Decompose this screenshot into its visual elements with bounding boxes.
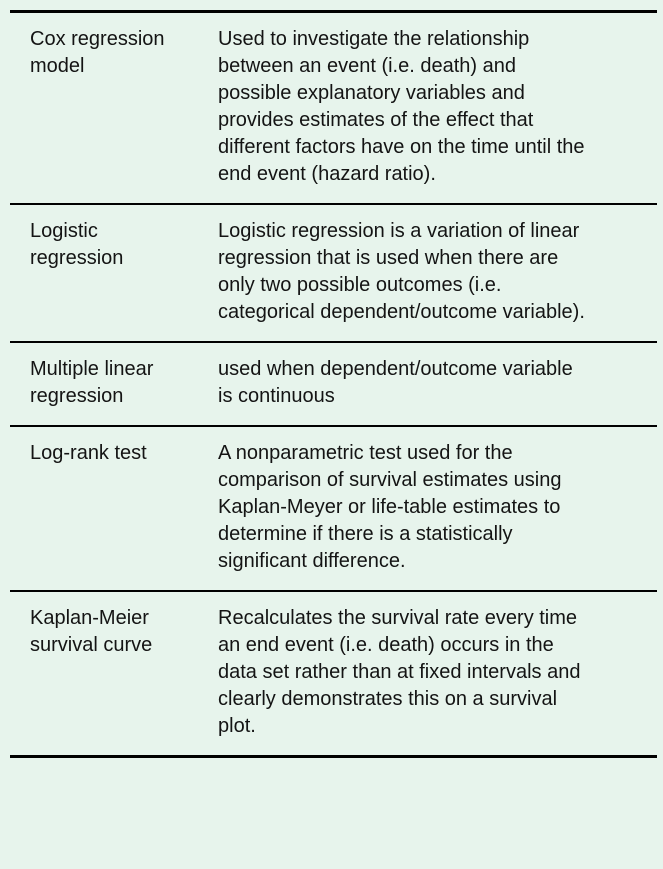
statistics-terms-table — [10, 10, 657, 758]
term-cell: Multiple linear regression — [30, 358, 154, 407]
term-cell: Logistic regression — [30, 220, 124, 269]
definition-cell: Logistic regression is a variation of linear regression that is used when there are only two possible outcomes (i.e. categorical dependent/outcome variable). — [218, 220, 585, 323]
table-row — [10, 343, 657, 427]
definition-cell: Used to investigate the relationship between an event (i.e. death) and possible explanatory variables and provides estimates of the effect that different factors have on the time until the end event (hazard ratio). — [218, 28, 585, 185]
term-cell: Kaplan-Meier survival curve — [30, 607, 153, 656]
table-row — [10, 592, 657, 755]
table-row — [10, 13, 657, 205]
table-row — [10, 427, 657, 592]
term-cell: Cox regression model — [30, 28, 165, 77]
definition-cell: Recalculates the survival rate every time an end event (i.e. death) occurs in the data set rather than at fixed intervals and clearly demonstrates this on a survival plot. — [218, 607, 581, 737]
definition-cell: A nonparametric test used for the comparison of survival estimates using Kaplan-Meyer or life-table estimates to determine if there is a statistically significant difference. — [218, 442, 562, 572]
term-cell: Log-rank test — [30, 442, 147, 464]
definition-cell: used when dependent/outcome variable is continuous — [218, 358, 573, 407]
table-row — [10, 205, 657, 343]
